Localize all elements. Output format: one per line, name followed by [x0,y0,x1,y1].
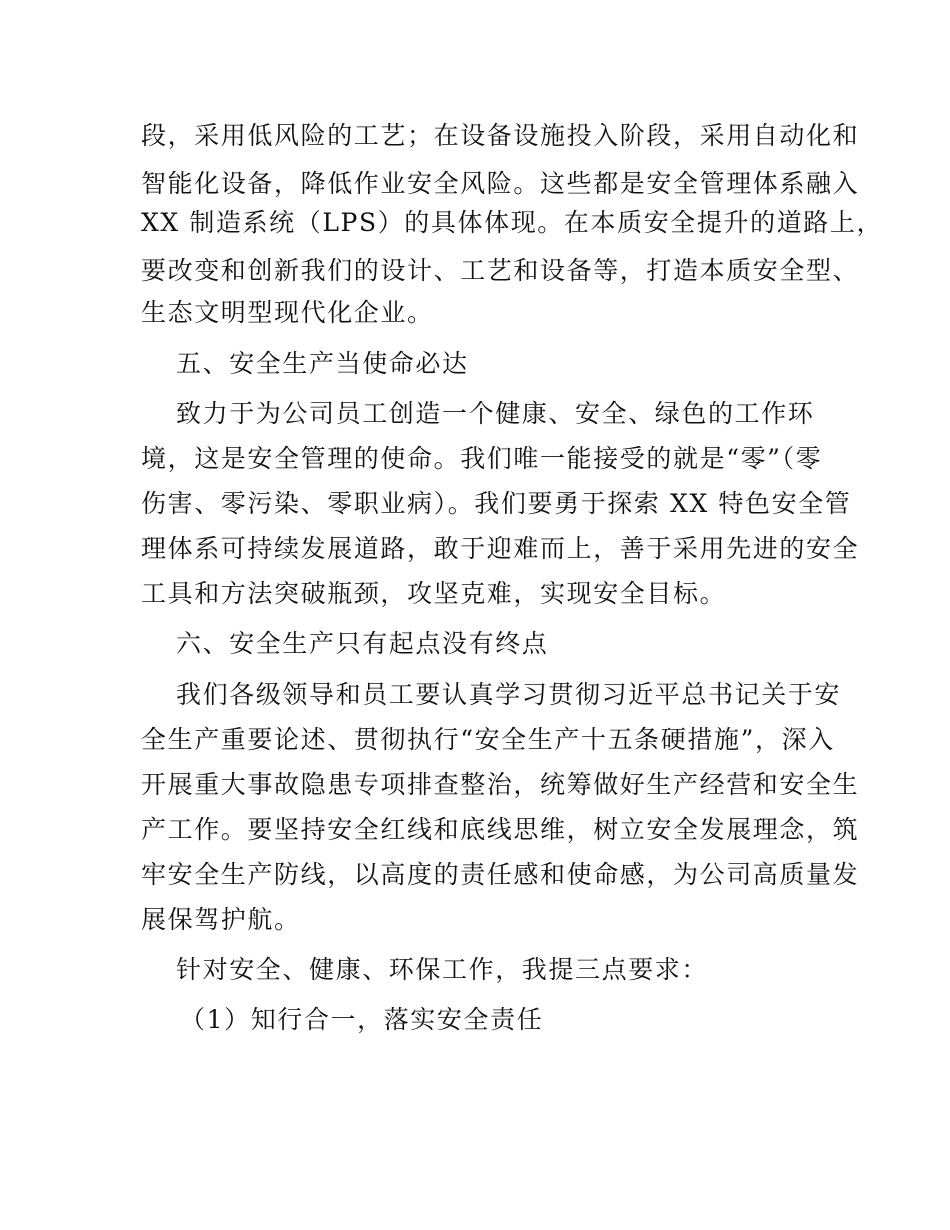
paragraph-line: 伤害、零污染、零职业病）。我们要勇于探索 XX 特色安全管 [141,489,852,518]
paragraph-line: 要改变和创新我们的设计、工艺和设备等，打造本质安全型、 [141,256,860,285]
paragraph-line: 生态文明型现代化企业。 [141,298,434,327]
paragraph-line: 展保驾护航。 [141,905,301,934]
paragraph-line: 产工作。要坚持安全红线和底线思维，树立安全发展理念，筑 [141,815,860,844]
paragraph-line: XX 制造系统（LPS）的具体体现。在本质安全提升的道路上， [141,208,884,237]
paragraph-line: 智能化设备，降低作业安全风险。这些都是安全管理体系融入 [141,169,860,198]
paragraph-line: 境，这是安全管理的使命。我们唯一能接受的就是“零”（零 [141,444,823,473]
paragraph-line: 致力于为公司员工创造一个健康、安全、绿色的工作环 [176,399,815,428]
list-item: （1）知行合一，落实安全责任 [180,1005,544,1034]
paragraph-line: 工具和方法突破瓶颈，攻坚克难，实现安全目标。 [141,579,727,608]
paragraph-line: 开展重大事故隐患专项排查整治，统筹做好生产经营和安全生 [141,770,860,799]
section-heading: 六、安全生产只有起点没有终点 [176,629,549,658]
paragraph-line: 牢安全生产防线，以高度的责任感和使命感，为公司高质量发 [141,860,860,889]
paragraph-line: 段，采用低风险的工艺；在设备设施投入阶段，采用自动化和 [141,121,860,150]
paragraph-line: 全生产重要论述、贯彻执行“安全生产十五条硬措施”，深入 [141,725,835,754]
paragraph-line: 针对安全、健康、环保工作，我提三点要求： [176,955,709,984]
paragraph-line: 我们各级领导和员工要认真学习贯彻习近平总书记关于安 [176,680,842,709]
section-heading: 五、安全生产当使命必达 [176,349,469,378]
paragraph-line: 理体系可持续发展道路，敢于迎难而上，善于采用先进的安全 [141,534,860,563]
